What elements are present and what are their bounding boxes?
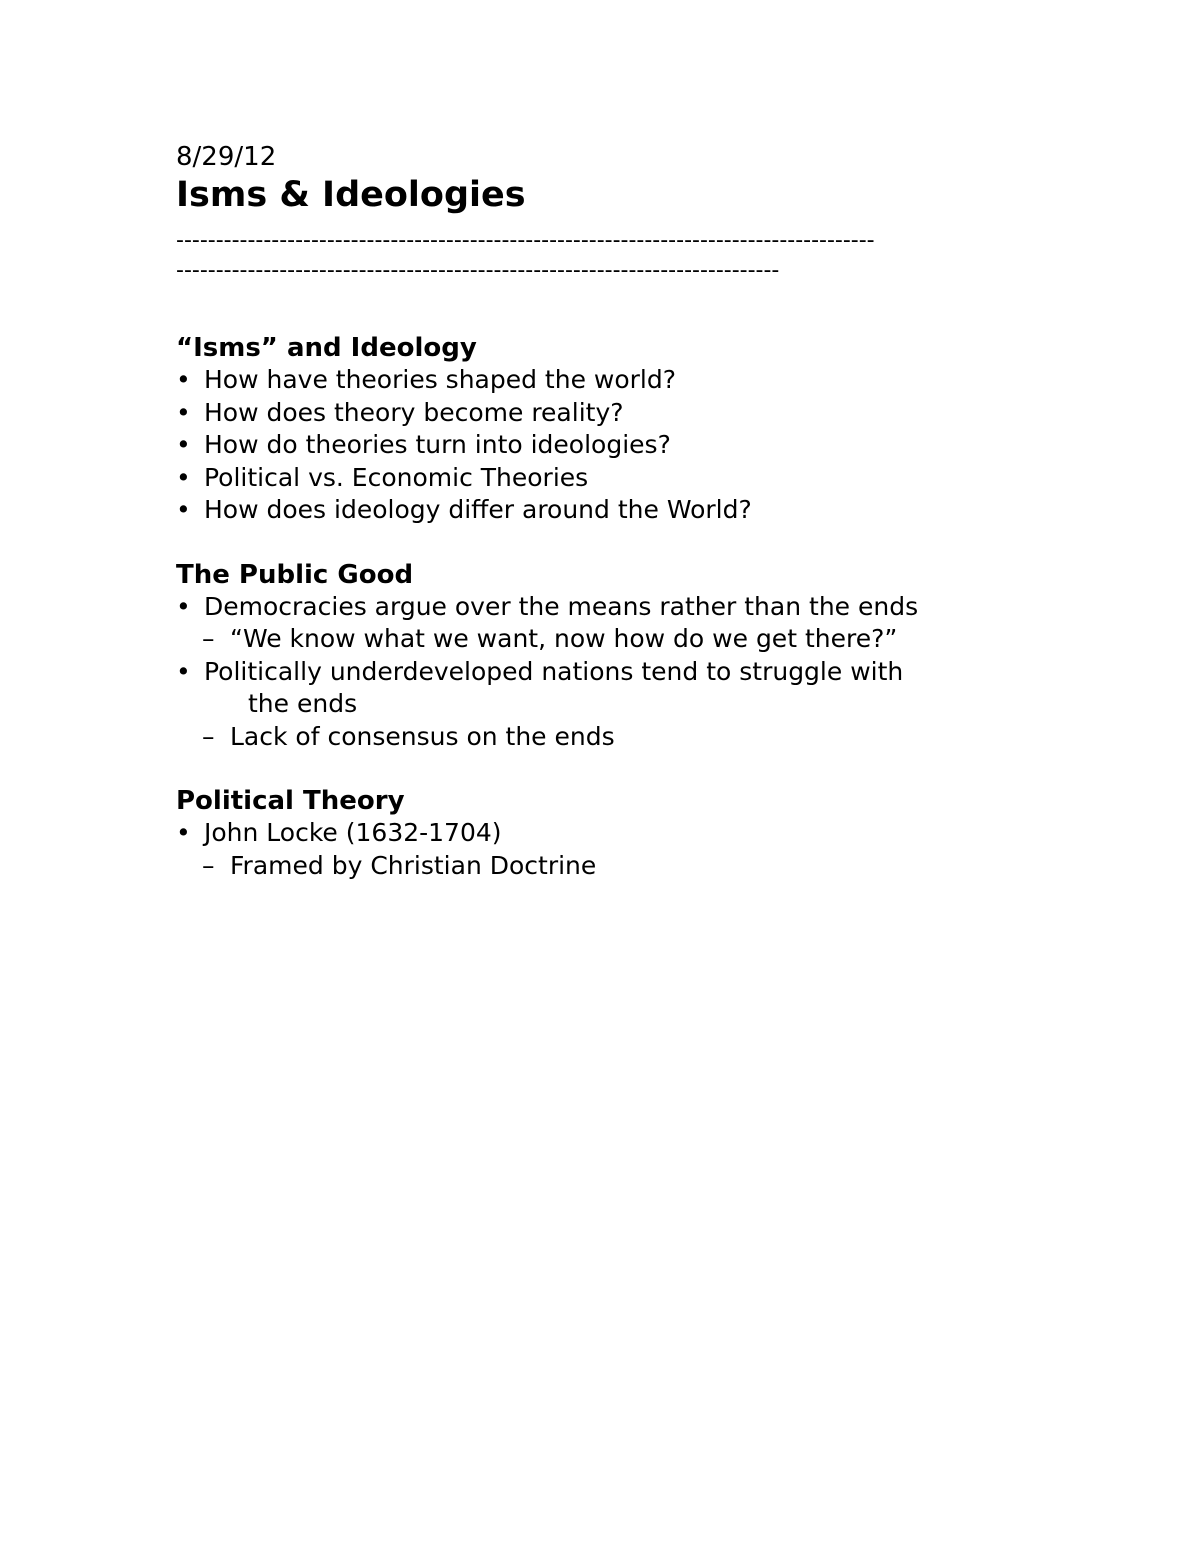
dashed-divider-line-2: ---------------------------------------------------------------------------- <box>176 258 780 283</box>
section-political-theory <box>176 785 1036 882</box>
bullet-icon: • <box>176 495 191 524</box>
list-item-text-continuation: the ends <box>248 689 358 718</box>
document-date: 8/29/12 <box>176 142 277 172</box>
bullet-icon: • <box>176 591 191 621</box>
list-item-text: How do theories turn into ideologies? <box>204 430 671 459</box>
bullet-list <box>176 364 1036 527</box>
bullet-icon: • <box>176 462 191 492</box>
sub-list-item <box>176 850 1036 883</box>
list-item <box>176 364 1036 397</box>
bullet-icon: • <box>176 430 191 459</box>
section-isms-and-ideology <box>176 332 1036 527</box>
list-item-text: How does ideology differ around the World? <box>204 495 752 524</box>
dash-icon: – <box>202 624 215 653</box>
list-item-text: Democracies argue over the means rather than the ends <box>204 591 919 621</box>
list-item <box>176 397 1036 430</box>
bullet-icon: • <box>176 365 191 394</box>
list-item-text: Political vs. Economic Theories <box>204 462 589 492</box>
list-item <box>176 494 1036 527</box>
bullet-list <box>176 656 1036 721</box>
list-item-text: How have theories shaped the world? <box>204 365 677 394</box>
bullet-icon: • <box>176 818 191 847</box>
sub-list <box>176 721 1036 754</box>
sub-list-item-text: “We know what we want, now how do we get there?” <box>230 624 898 653</box>
list-item-text: Politically underdeveloped nations tend to struggle with <box>204 656 904 686</box>
list-item-text: John Locke (1632-1704) <box>204 818 502 847</box>
list-item <box>176 462 1036 495</box>
sub-list-item <box>176 721 1036 754</box>
bullet-icon: • <box>176 656 191 686</box>
document-page <box>176 140 1036 882</box>
sub-list-item-text: Framed by Christian Doctrine <box>230 850 597 880</box>
section-heading: The Public Good <box>176 559 414 590</box>
document-title: Isms & Ideologies <box>176 175 526 215</box>
list-item <box>176 817 1036 850</box>
bullet-list <box>176 817 1036 850</box>
list-item-text: How does theory become reality? <box>204 397 624 427</box>
list-item <box>176 591 1036 624</box>
sub-list <box>176 623 1036 656</box>
bullet-icon: • <box>176 397 191 427</box>
sub-list-item <box>176 623 1036 656</box>
sub-list-item-text: Lack of consensus on the ends <box>230 721 615 751</box>
bullet-list <box>176 591 1036 624</box>
list-item <box>176 656 1036 721</box>
dashed-divider-line-1: ---------------------------------------------------------------------------------------- <box>176 228 875 253</box>
dash-icon: – <box>202 721 215 751</box>
section-heading: Political Theory <box>176 786 405 816</box>
list-item <box>176 429 1036 462</box>
dash-icon: – <box>202 850 215 880</box>
section-heading: “Isms” and Ideology <box>176 333 477 363</box>
sub-list <box>176 850 1036 883</box>
section-public-good <box>176 559 1036 754</box>
